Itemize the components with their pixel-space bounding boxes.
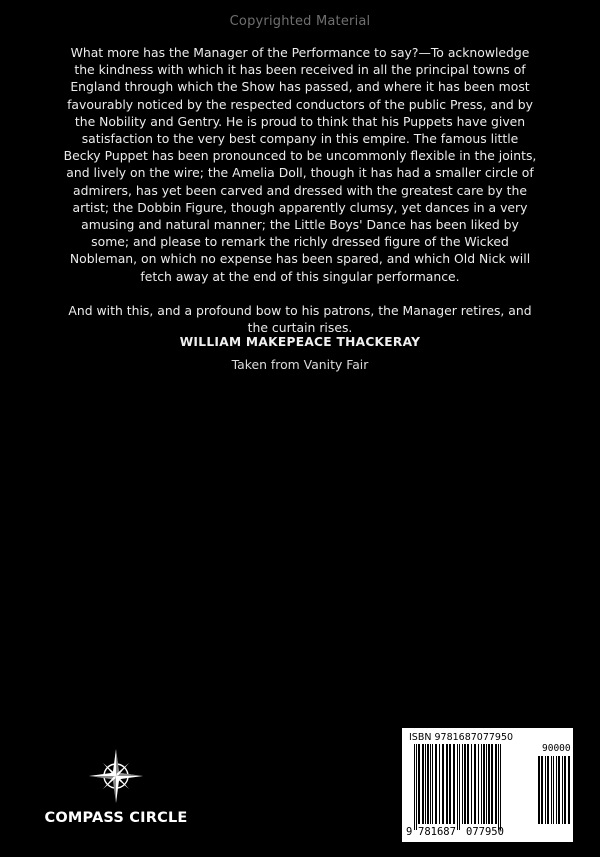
author-name: WILLIAM MAKEPEACE THACKERAY: [179, 335, 421, 349]
barcode-bar: [418, 744, 420, 824]
blurb-paragraph: What more has the Manager of the Performance to say?—To acknowledge the kindness with which it has been received in all the principal towns of England through which the Show has passed, and where it has been most favourably noticed by the respected conductors of the public Press, and by the Nobility and Gentry. He is proud to think that his Puppets have given satisfaction to the very best company in this empire. The famous little Becky Puppet has been pronounced to be uncommonly flexible in the joints, and lively on the wire; the Amelia Doll, though it has had a smaller circle of admirers, has yet been carved and dressed with the greatest care by the artist; the Dobbin Figure, though apparently clumsy, yet dances in a very amusing and natural manner; the Little Boys' Dance has been liked by some; and please to remark the richly dressed figure of the Wicked Nobleman, on which no expense has been spared, and which Old Nick will fetch away at the end of this singular performance.: [63, 45, 537, 284]
barcode-bar: [464, 744, 466, 824]
barcode-bar: [556, 756, 557, 824]
back-cover-blurb: [62, 44, 538, 353]
isbn-barcode: [402, 728, 573, 842]
isbn-left-group: 781687: [418, 826, 456, 838]
isbn-lead-digit: 9: [406, 826, 413, 838]
barcode-bar: [425, 744, 426, 824]
barcode-bar: [538, 756, 540, 824]
barcode-bar: [474, 744, 476, 824]
barcode-bar: [414, 744, 415, 830]
barcode-bar: [467, 744, 469, 824]
barcode-bar: [449, 744, 451, 824]
barcode-bar: [427, 744, 429, 824]
isbn-right-group: 077950: [466, 826, 504, 838]
barcode-bar: [478, 744, 479, 824]
price-code: 90000: [542, 743, 571, 754]
blurb-paragraph: And with this, and a profound bow to his patrons, the Manager retires, and the curtain rises.: [68, 302, 532, 336]
barcode-bar: [435, 744, 437, 824]
barcode-bar: [462, 744, 463, 824]
compass-star-icon: [88, 748, 144, 804]
barcode-bar: [547, 756, 549, 824]
barcode-bar: [486, 744, 487, 824]
barcode-bar: [446, 744, 448, 824]
barcode-bar: [459, 744, 460, 830]
barcode-bar: [416, 744, 417, 830]
barcode-bar: [453, 744, 455, 824]
barcode-bar: [551, 756, 552, 824]
barcode-bar: [442, 744, 444, 824]
barcode-bar: [498, 744, 499, 830]
barcode-bar: [541, 756, 543, 824]
barcode-bar: [457, 744, 458, 830]
barcode-bar: [564, 756, 566, 824]
barcode-bar: [500, 744, 501, 830]
barcode-bar: [483, 744, 485, 824]
barcode-bar: [568, 756, 570, 824]
barcode-bar: [422, 744, 424, 824]
barcode-bar: [481, 744, 482, 824]
barcode-bar: [545, 756, 546, 824]
barcode-bar: [432, 744, 433, 824]
barcode-bar: [491, 744, 493, 824]
barcode-bar: [495, 744, 497, 824]
barcode-bar: [430, 744, 431, 824]
isbn-digits: [402, 826, 573, 840]
barcode-bar: [558, 756, 560, 824]
barcode-bar: [553, 756, 554, 824]
barcode-bar: [488, 744, 490, 824]
source-line: Taken from Vanity Fair: [231, 357, 369, 372]
barcode-bar: [562, 756, 563, 824]
barcode-bar: [471, 744, 472, 824]
publisher-name: COMPASS CIRCLE: [44, 810, 188, 826]
copyright-watermark: Copyrighted Material: [229, 14, 371, 29]
barcode-bar: [439, 744, 440, 824]
publisher-logo: [36, 748, 196, 834]
isbn-label: ISBN 9781687077950: [409, 732, 514, 743]
